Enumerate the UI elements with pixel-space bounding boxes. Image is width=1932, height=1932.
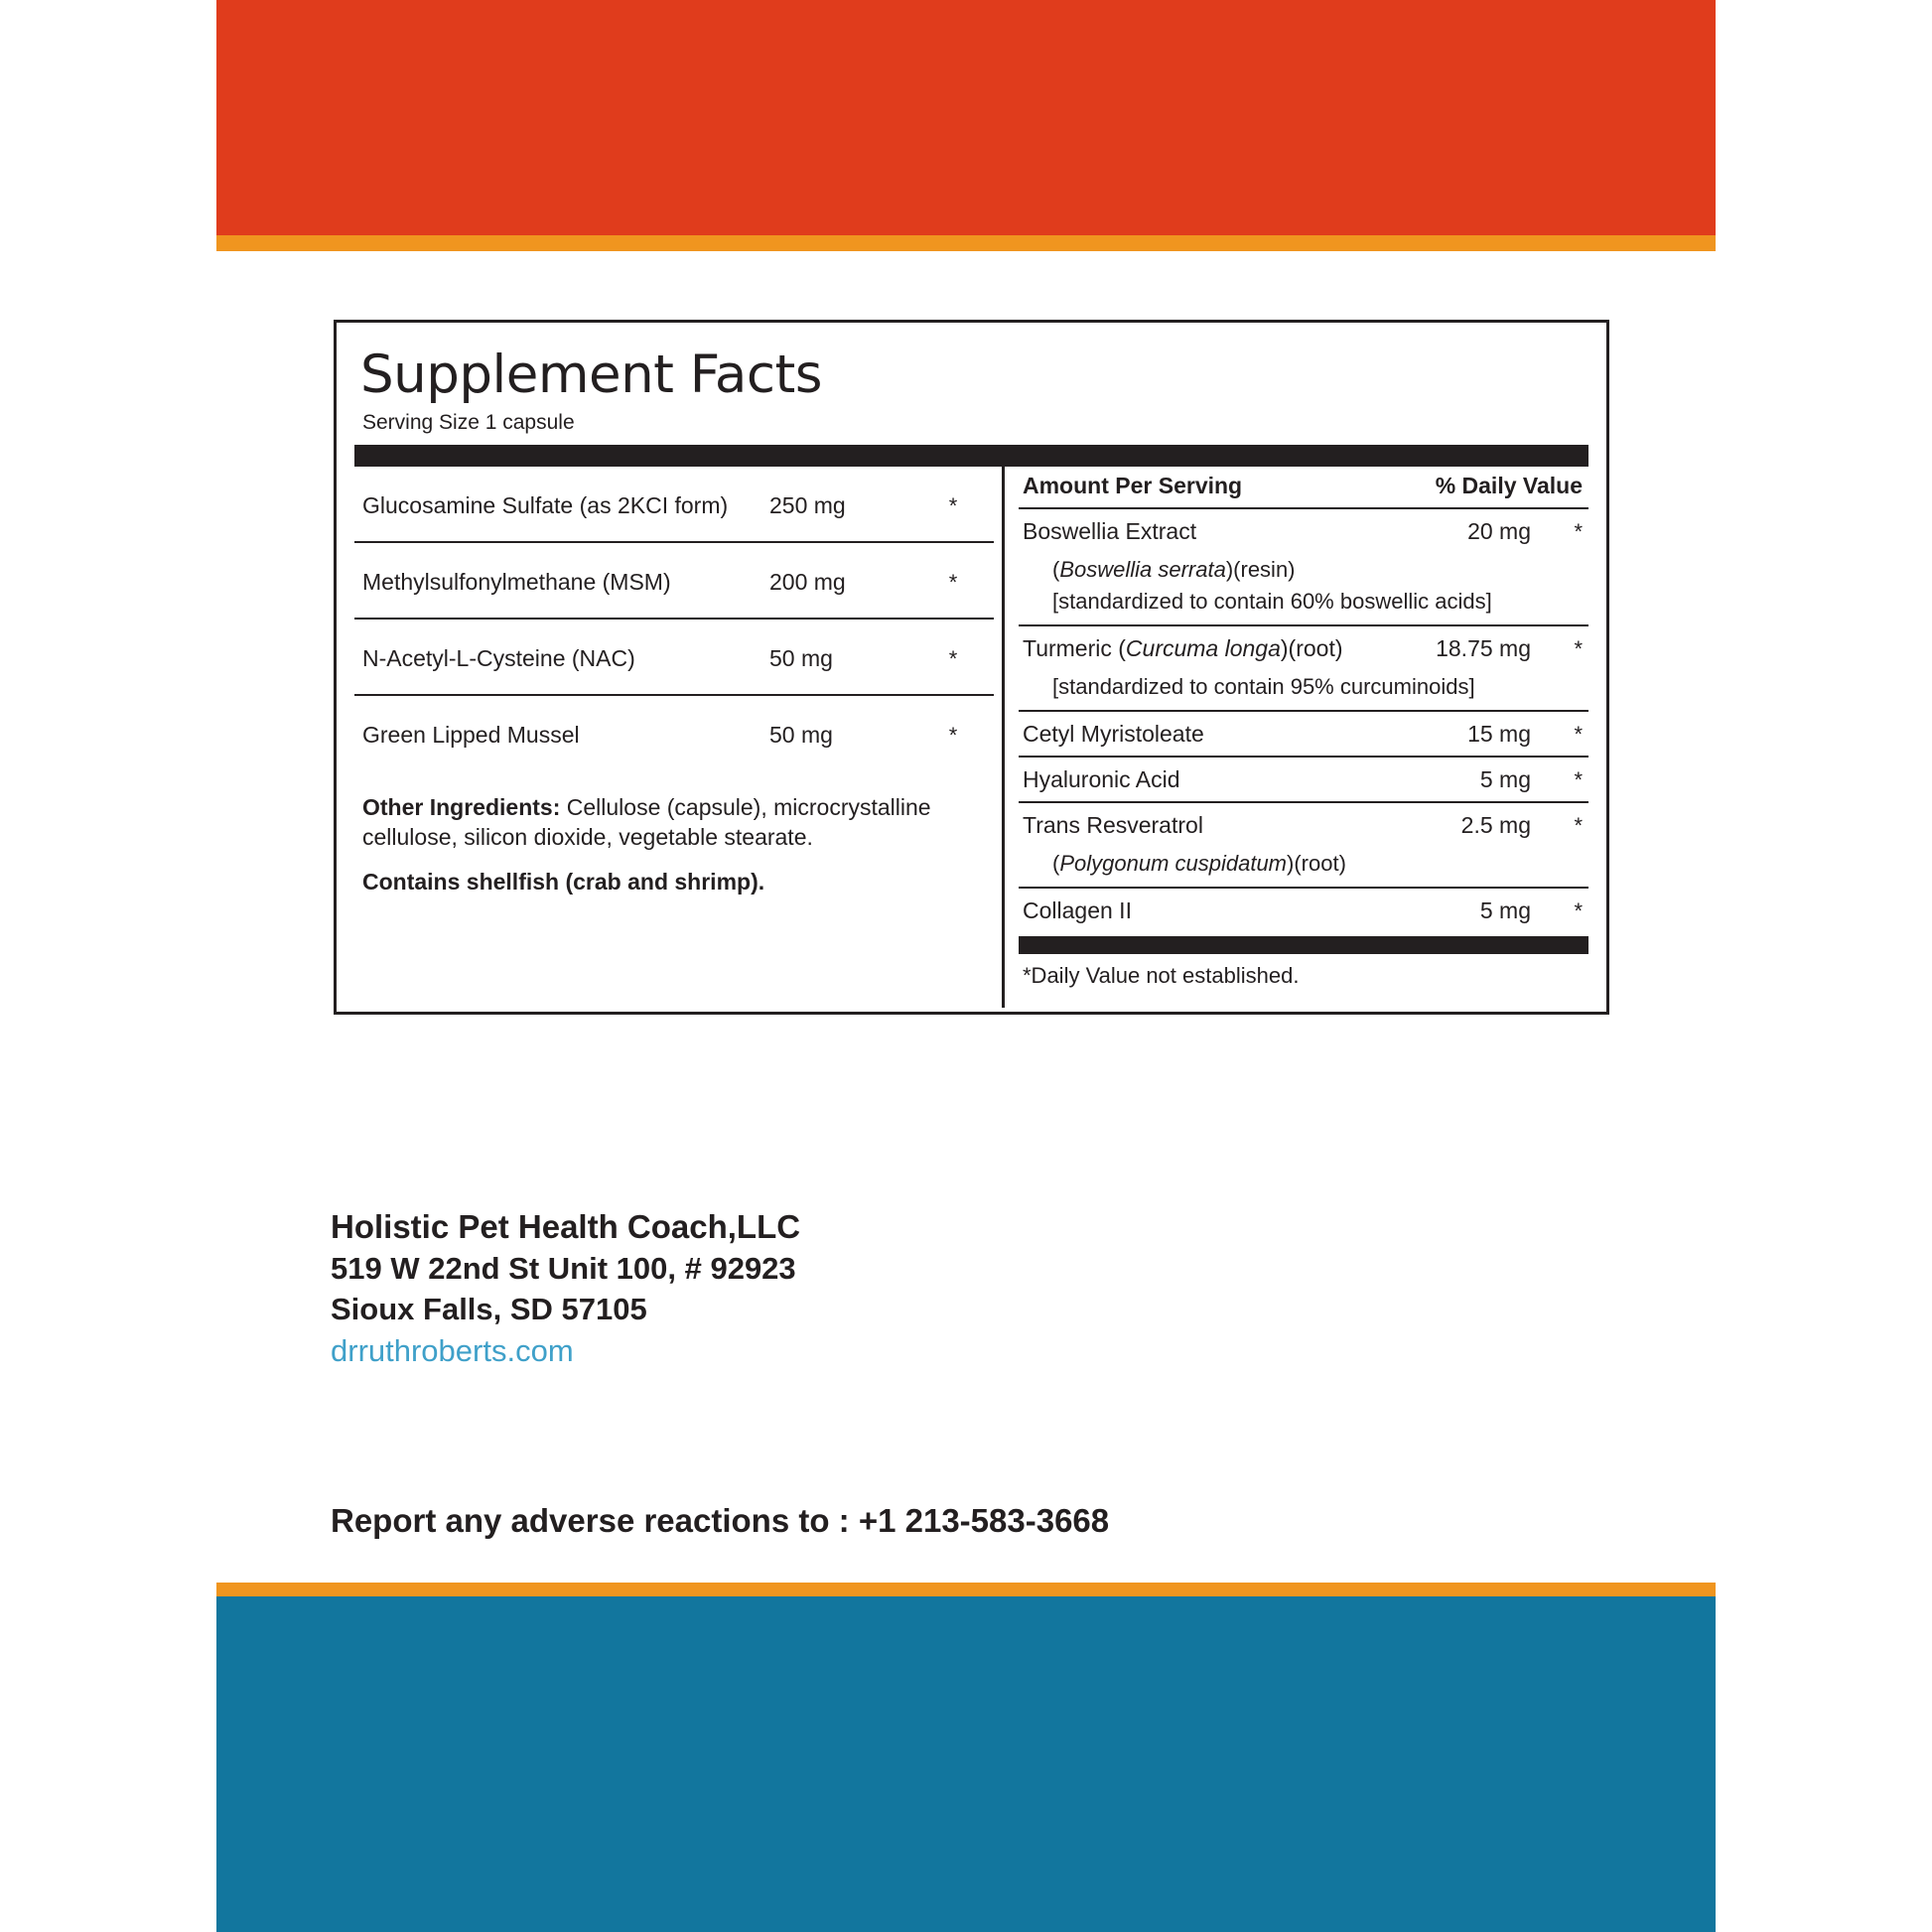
top-orange-accent-band [216,235,1716,251]
ingredients-left-column [354,467,1005,1008]
boswellia-standardization-note: [standardized to contain 60% boswellic acids] [1019,585,1588,626]
ingredient-name: Hyaluronic Acid [1023,766,1180,792]
other-ingredients-label: Other Ingredients: [362,794,561,820]
ingredient-dv: * [948,723,958,748]
table-row [354,620,994,696]
city-state-zip: Sioux Falls, SD 57105 [331,1291,647,1326]
supplement-facts-panel [334,320,1609,1015]
ingredient-dv: * [1574,767,1583,792]
ingredient-name: Cetyl Myristoleate [1023,721,1204,747]
footer-rule-thick [1019,936,1588,954]
website-link[interactable]: drruthroberts.com [331,1332,574,1368]
ingredient-dv: * [948,570,958,595]
resveratrol-species-note: (Polygonum cuspidatum)(root) [1019,847,1588,889]
ingredient-name: Collagen II [1023,897,1132,923]
ingredient-dv: * [1574,519,1583,544]
turmeric-species: Curcuma longa [1125,635,1281,661]
ingredient-dv: * [1574,722,1583,747]
ingredient-name: Trans Resveratrol [1023,812,1203,838]
ingredient-amount: 5 mg [1479,897,1531,923]
ingredient-dv: * [1574,636,1583,661]
table-row [354,467,994,543]
ingredient-dv: * [948,646,958,671]
table-row [354,543,994,620]
other-ingredients-text: Cellulose (capsule), microcrystalline cellulose, silicon dioxide, vegetable stearate. [362,794,931,851]
ingredient-name: N-Acetyl-L-Cysteine (NAC) [362,645,635,671]
ingredient-dv: * [1574,813,1583,838]
ingredient-amount: 15 mg [1467,721,1531,747]
resveratrol-part: )(root) [1287,851,1346,876]
other-ingredients [354,770,994,853]
ingredient-amount: 18.75 mg [1436,635,1531,661]
turmeric-name-post: )(root) [1280,635,1343,661]
table-row [1019,509,1588,553]
ingredients-right-column [1005,467,1588,1008]
boswellia-part: )(resin) [1225,557,1296,582]
ingredient-amount: 50 mg [769,645,833,671]
amount-per-serving-header [1019,467,1588,509]
ingredient-name: Glucosamine Sulfate (as 2KCI form) [362,492,729,518]
ingredient-amount: 200 mg [769,569,846,595]
address-block [331,1206,1224,1372]
ingredient-amount: 5 mg [1479,766,1531,792]
table-row [1019,803,1588,847]
top-red-band [216,0,1716,235]
turmeric-standardization-note: [standardized to contain 95% curcuminoids] [1019,670,1588,712]
boswellia-species-note: (Boswellia serrata)(resin) [1052,557,1296,582]
table-row [1019,626,1588,670]
ingredient-name [1019,635,1412,662]
ingredient-name: Green Lipped Mussel [362,722,580,748]
adverse-reactions-notice: Report any adverse reactions to : +1 213-583-3668 [331,1502,1110,1539]
turmeric-name-pre: Turmeric ( [1023,635,1126,661]
supplement-facts-title: Supplement Facts [360,345,822,405]
daily-value-label: % Daily Value [1435,473,1583,498]
ingredient-dv: * [1574,898,1583,923]
ingredient-name: Boswellia Extract [1023,518,1197,544]
allergen-statement: Contains shellfish (crab and shrimp). [362,868,765,895]
serving-size-text: Serving Size 1 capsule [362,411,575,434]
resveratrol-species: Polygonum cuspidatum [1059,851,1288,876]
header-rule-thick [354,445,1588,467]
ingredient-amount: 2.5 mg [1460,812,1531,838]
table-row [1019,712,1588,758]
company-name: Holistic Pet Health Coach,LLC [331,1208,801,1245]
table-row [354,696,994,770]
ingredient-amount: 20 mg [1467,518,1531,544]
ingredient-dv: * [948,493,958,518]
ingredient-amount: 250 mg [769,492,846,518]
ingredient-name: Methylsulfonylmethane (MSM) [362,569,671,595]
boswellia-species: Boswellia serrata [1059,557,1226,582]
supplement-facts-columns [354,467,1588,1008]
street-address: 519 W 22nd St Unit 100, # 92923 [331,1250,796,1286]
daily-value-note: *Daily Value not established. [1023,963,1300,988]
bottom-teal-band [216,1596,1716,1932]
ingredient-amount: 50 mg [769,722,833,748]
bottom-orange-accent-band [216,1583,1716,1596]
amount-per-serving-label: Amount Per Serving [1023,473,1243,498]
table-row [1019,758,1588,803]
table-row [1019,889,1588,932]
